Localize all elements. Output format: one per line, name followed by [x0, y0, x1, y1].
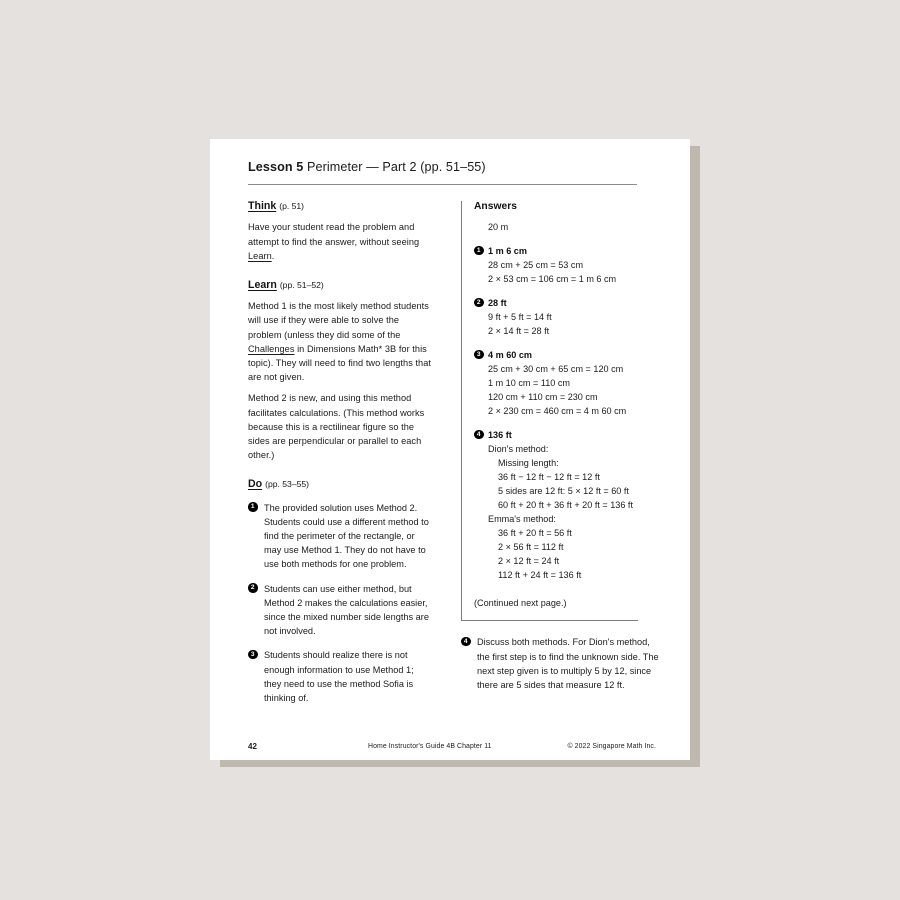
discussion-item	[461, 635, 659, 692]
do-item-text: Students can use either method, but Method 2 makes the calculations easier, since the mixed number side lengths are not involved.	[264, 583, 429, 637]
learn-paragraph-2: Method 2 is new, and using this method facilitates calculations. (This method works because this is a rectilinear figure so the sides are perpendicular or parallel to each other.)	[248, 393, 425, 461]
answer-item	[474, 244, 638, 286]
do-item-text: Students should realize there is not enough information to use Method 1; they need to use the method Sofia is thinking of.	[264, 650, 414, 704]
section-learn-word: Learn	[248, 278, 277, 291]
answer-work-line: 2 × 14 ft = 28 ft	[488, 326, 550, 337]
discussion-text: Discuss both methods. For Dion's method, the first step is to find the unknown side. The next step given is to multiply 5 by 12, since there are 5 sides that measure 12 ft.	[477, 637, 659, 691]
do-list-item	[248, 501, 433, 572]
page-title	[248, 160, 638, 175]
page-content-area	[248, 160, 659, 740]
answer-work-line: 2 × 56 ft = 112 ft	[498, 542, 564, 553]
answer-work-line: 25 cm + 30 cm + 65 cm = 120 cm	[488, 364, 624, 375]
think-paragraph-period: .	[271, 250, 275, 261]
page-sheet-wrapper	[210, 139, 690, 760]
answer-work-line: Missing length:	[498, 458, 559, 469]
answer-item-result: 4 m 60 cm	[488, 350, 532, 361]
continued-note: (Continued next page.)	[474, 598, 567, 609]
challenges-ref: Challenges	[248, 343, 295, 354]
answer-item	[474, 296, 638, 338]
answer-work-line: 36 ft + 20 ft = 56 ft	[498, 528, 572, 539]
answer-item-result: 28 ft	[488, 298, 507, 309]
do-item-bullet: 1	[248, 502, 258, 512]
answer-work-line: 120 cm + 110 cm = 230 cm	[488, 392, 598, 403]
right-column	[461, 200, 659, 692]
answer-item-result: 1 m 6 cm	[488, 246, 527, 257]
think-paragraph	[248, 220, 433, 263]
answer-item	[474, 428, 638, 582]
answer-work-line: 2 × 53 cm = 106 cm = 1 m 6 cm	[488, 274, 617, 285]
answers-title: Answers	[474, 201, 517, 213]
do-item-bullet: 3	[248, 650, 258, 660]
answer-work-line: 1 m 10 cm = 110 cm	[488, 378, 570, 389]
answer-work-line: 9 ft + 5 ft = 14 ft	[488, 312, 552, 323]
answers-intro-value: 20 m	[488, 222, 509, 233]
discussion-bullet: 4	[461, 637, 471, 647]
do-items-list	[248, 501, 433, 706]
lesson-title: Perimeter — Part 2 (pp. 51–55)	[307, 160, 486, 174]
section-heading-think	[248, 200, 433, 213]
answer-work-line: 5 sides are 12 ft: 5 × 12 ft = 60 ft	[498, 486, 629, 497]
answer-work-line: Dion's method:	[488, 444, 549, 455]
heading-divider	[248, 184, 637, 185]
lesson-label: Lesson 5	[248, 160, 304, 174]
learn-paragraph-1	[248, 299, 433, 384]
answer-item-result: 136 ft	[488, 430, 512, 441]
learn-para1-part-a: Method 1 is the most likely method students will use if they were able to solve the problem (unless they did some of the	[248, 301, 429, 340]
answer-item-bullet: 3	[474, 350, 484, 360]
learn-para1-part-b: in Dimensions Math* 3B for this topic). They will need to find two lengths that are not given.	[248, 343, 431, 383]
section-heading-do	[248, 478, 433, 491]
answer-work-line: 2 × 12 ft = 24 ft	[498, 556, 560, 567]
section-do-word: Do	[248, 478, 263, 491]
answer-item	[474, 348, 638, 418]
do-item-text: The provided solution uses Method 2. Students could use a different method to find the perimeter of the rectangle, or may use Method 1. They do not have to use both methods for one problem.	[264, 502, 429, 570]
answer-work-line: 28 cm + 25 cm = 53 cm	[488, 260, 584, 271]
do-list-item	[248, 582, 433, 639]
section-learn-pages: (pp. 51–52)	[279, 279, 324, 290]
answer-item-bullet: 2	[474, 298, 484, 308]
footer-copyright: © 2022 Singapore Math Inc.	[567, 743, 656, 750]
section-think-word: Think	[248, 200, 277, 213]
answer-work-line: 2 × 230 cm = 460 cm = 4 m 60 cm	[488, 406, 627, 417]
do-item-bullet: 2	[248, 583, 258, 593]
think-learn-ref: Learn	[248, 250, 272, 261]
answers-item-list	[474, 244, 638, 582]
section-do-pages: (pp. 53–55)	[265, 479, 310, 490]
answer-work-line: 36 ft − 12 ft − 12 ft = 12 ft	[498, 472, 600, 483]
answers-box	[461, 201, 638, 621]
answer-work-line: 112 ft + 24 ft = 136 ft	[498, 570, 582, 581]
footer-page-number: 42	[248, 742, 258, 751]
think-paragraph-text: Have your student read the problem and attempt to find the answer, without seeing	[248, 222, 420, 247]
answer-work-line: Emma's method:	[488, 514, 556, 525]
answer-work-line: 60 ft + 20 ft + 36 ft + 20 ft = 136 ft	[498, 500, 633, 511]
footer-guide-chapter: Home Instructor's Guide 4B Chapter 11	[368, 743, 492, 750]
printed-page	[210, 139, 690, 760]
left-column	[248, 200, 433, 705]
do-list-item	[248, 648, 433, 705]
section-heading-learn	[248, 279, 433, 292]
answer-item-bullet: 1	[474, 246, 484, 256]
section-think-pages: (p. 51)	[279, 201, 305, 212]
answer-item-bullet: 4	[474, 430, 484, 440]
